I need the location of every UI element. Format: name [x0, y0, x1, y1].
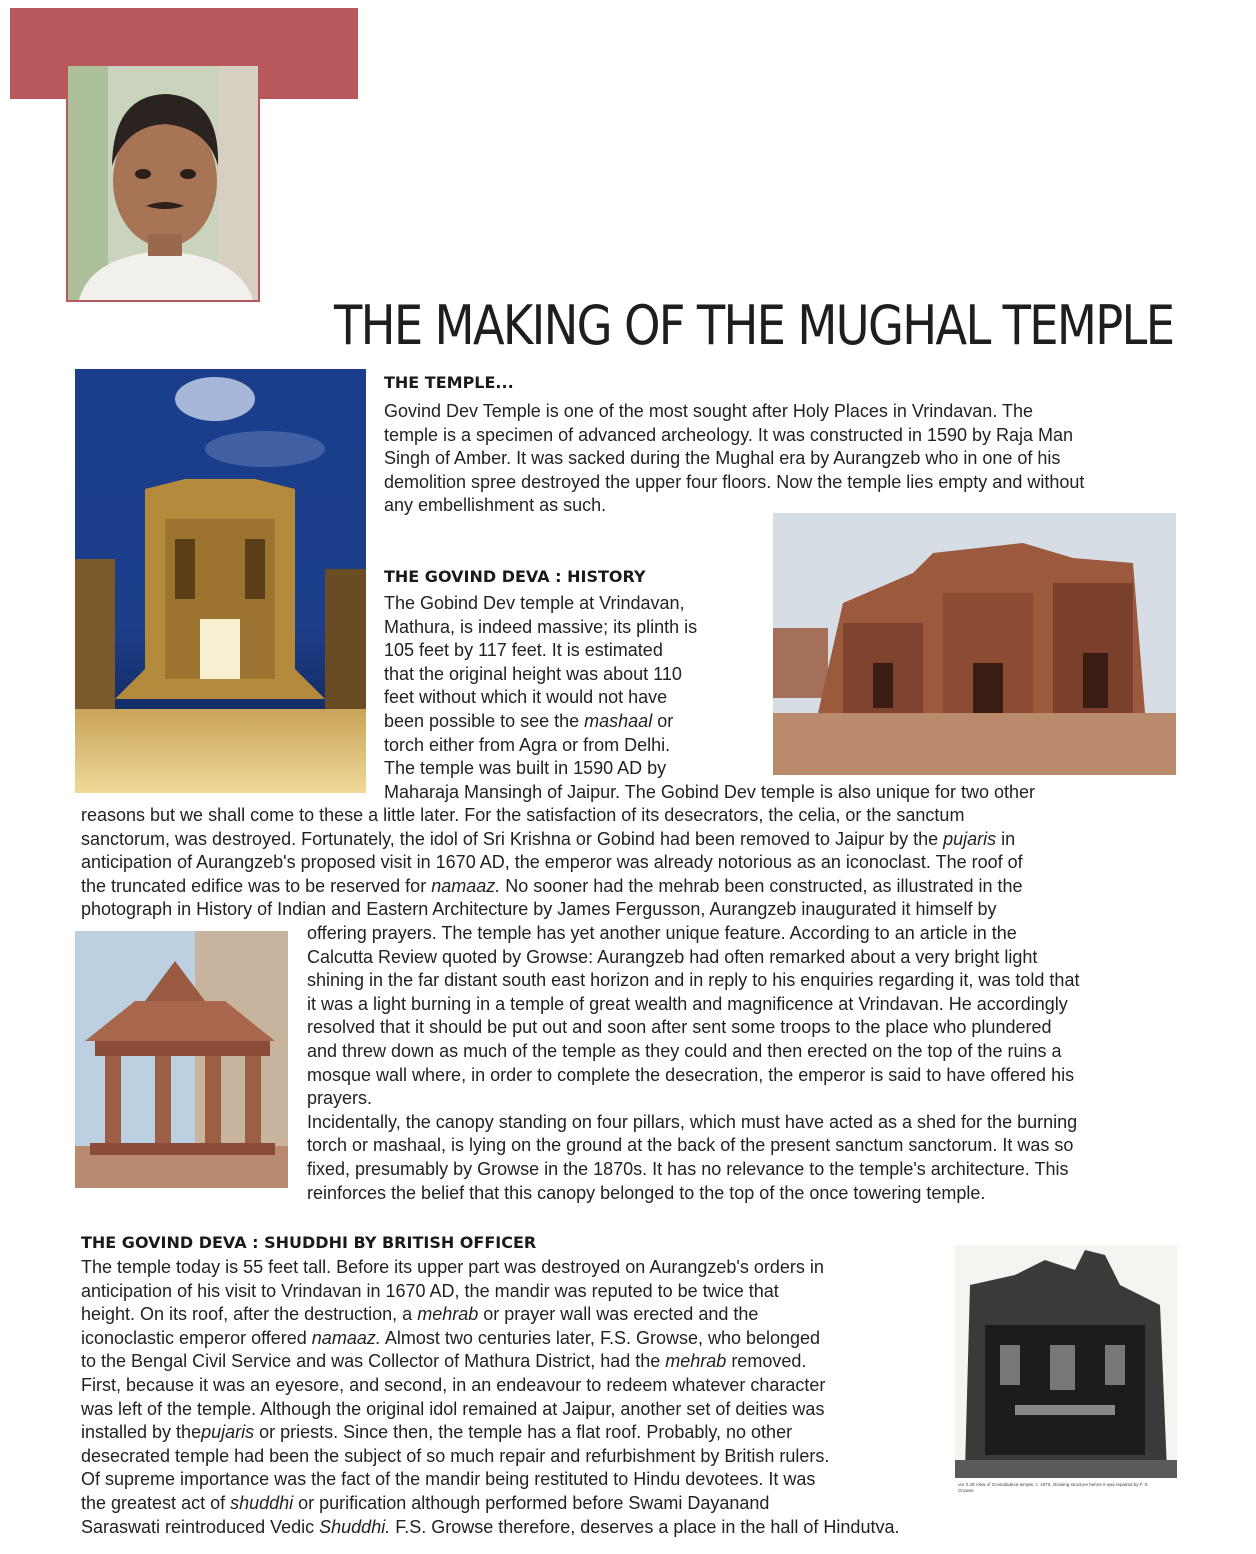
text-line: Mathura, is indeed massive; its plinth is — [384, 616, 698, 637]
text-line: 105 feet by 117 feet. It is estimated — [384, 640, 663, 661]
text-line: offering prayers. The temple has yet another unique feature. According to an article in the — [307, 923, 1017, 943]
text-line: Singh of Amber. It was sacked during the Mughal era by Aurangzeb who in one of his — [384, 448, 1061, 469]
shuddhi-paragraph — [81, 1256, 899, 1539]
text-line: to the Bengal Civil Service and was Collector of Mathura District, had the mehrab removed. — [81, 1351, 807, 1372]
text-line: torch or mashaal, is lying on the ground at the back of the present sanctum sanctorum. It was so — [307, 1135, 1074, 1156]
history-paragraph-full — [81, 804, 1023, 922]
text-line: the truncated edifice was to be reserved for namaaz. No sooner had the mehrab been constructed, as illustrated in the — [81, 875, 1023, 896]
text-line: Govind Dev Temple is one of the most sought after Holy Places in Vrindavan. The — [384, 401, 1034, 421]
text-line: demolition spree destroyed the upper four floors. Now the temple lies empty and without — [384, 471, 1085, 492]
canopy-photo — [75, 931, 288, 1188]
sketch-caption: ure 2.28 View of Govindadeva temple, c. 1870, showing structure before it was repaired by F. S. Growse — [958, 1482, 1149, 1493]
history-paragraph-narrow — [384, 592, 1035, 804]
temple-paragraph — [384, 400, 1084, 518]
text-line: feet without which it would not have — [384, 687, 668, 708]
text-line: that the original height was about 110 — [384, 663, 682, 684]
text-line: was left of the temple. Although the original idol remained at Jaipur, another set of deities was — [81, 1398, 825, 1419]
text-line: The Gobind Dev temple at Vrindavan, — [384, 593, 685, 613]
text-line: reinforces the belief that this canopy belonged to the top of the once towering temple. — [307, 1182, 986, 1203]
text-line: Incidentally, the canopy standing on four pillars, which must have acted as a shed for the burning — [307, 1111, 1078, 1132]
section-heading-shuddhi: THE GOVIND DEVA : SHUDDHI BY BRITISH OFFICER — [81, 1233, 537, 1252]
temple-night-photo — [75, 369, 366, 793]
text-line: The temple was built in 1590 AD by — [384, 758, 667, 779]
text-line: desecrated temple had been the subject of so much repair and refurbishment by British rulers. — [81, 1445, 830, 1466]
text-line: The temple today is 55 feet tall. Before its upper part was destroyed on Aurangzeb's orders in — [81, 1257, 824, 1277]
text-line: mosque wall where, in order to complete the desecration, the emperor is said to have offered his — [307, 1064, 1075, 1085]
text-line: First, because it was an eyesore, and second, in an endeavour to redeem whatever character — [81, 1374, 826, 1395]
text-line: and threw down as much of the temple as they could and then erected on the top of the ruins a — [307, 1040, 1062, 1061]
text-line: torch either from Agra or from Delhi. — [384, 734, 671, 755]
text-line: anticipation of his visit to Vrindavan in 1670 AD, the mandir was reputed to be twice that — [81, 1280, 779, 1301]
text-line: anticipation of Aurangzeb's proposed visit in 1670 AD, the emperor was already notorious as an iconoclast. The roof of — [81, 852, 1023, 873]
author-portrait — [66, 64, 260, 302]
text-line: Maharaja Mansingh of Jaipur. The Gobind Dev temple is also unique for two other — [384, 781, 1036, 802]
page-title: THE MAKING OF THE MUGHAL TEMPLE — [334, 294, 1174, 357]
section-heading-temple: THE TEMPLE... — [384, 373, 514, 392]
text-line: any embellishment as such. — [384, 495, 607, 516]
text-line: height. On its roof, after the destruction, a mehrab or prayer wall was erected and the — [81, 1304, 759, 1325]
text-line: reasons but we shall come to these a little later. For the satisfaction of its desecrators, the celia, or the sanctum — [81, 805, 965, 825]
text-line: been possible to see the mashaal or — [384, 710, 674, 731]
text-line: resolved that it should be put out and soon after sent some troops to the place who plundered — [307, 1017, 1052, 1038]
text-line: sanctorum, was destroyed. Fortunately, the idol of Sri Krishna or Gobind had been removed to Jaipur by the pujaris in — [81, 828, 1016, 849]
text-line: prayers. — [307, 1088, 373, 1109]
text-line: Of supreme importance was the fact of the mandir being restituted to Hindu devotees. It was — [81, 1469, 816, 1490]
text-line: Calcutta Review quoted by Growse: Aurangzeb had often remarked about a very bright light — [307, 946, 1038, 967]
text-line: iconoclastic emperor offered namaaz. Almost two centuries later, F.S. Growse, who belonged — [81, 1327, 821, 1348]
text-line: shining in the far distant south east horizon and in reply to his enquiries regarding it, was told that — [307, 970, 1080, 991]
text-line: the greatest act of shuddhi or purification although performed before Swami Dayanand — [81, 1492, 770, 1513]
history-paragraph-indented — [307, 922, 1079, 1205]
text-line: temple is a specimen of advanced archeology. It was constructed in 1590 by Raja Man — [384, 424, 1074, 445]
text-line: photograph in History of Indian and Eastern Architecture by James Fergusson, Aurangzeb inaugurated it himself by — [81, 899, 997, 920]
temple-sketch — [955, 1245, 1177, 1478]
text-line: Saraswati reintroduced Vedic Shuddhi. F.S. Growse therefore, deserves a place in the hall of Hindutva. — [81, 1516, 900, 1537]
text-line: fixed, presumably by Growse in the 1870s. It has no relevance to the temple's architecture. This — [307, 1158, 1069, 1179]
text-line: installed by thepujaris or priests. Since then, the temple has a flat roof. Probably, no other — [81, 1422, 793, 1443]
text-line: it was a light burning in a temple of great wealth and magnificence at Vrindavan. He accordingly — [307, 993, 1068, 1014]
section-heading-history: THE GOVIND DEVA : HISTORY — [384, 567, 646, 586]
